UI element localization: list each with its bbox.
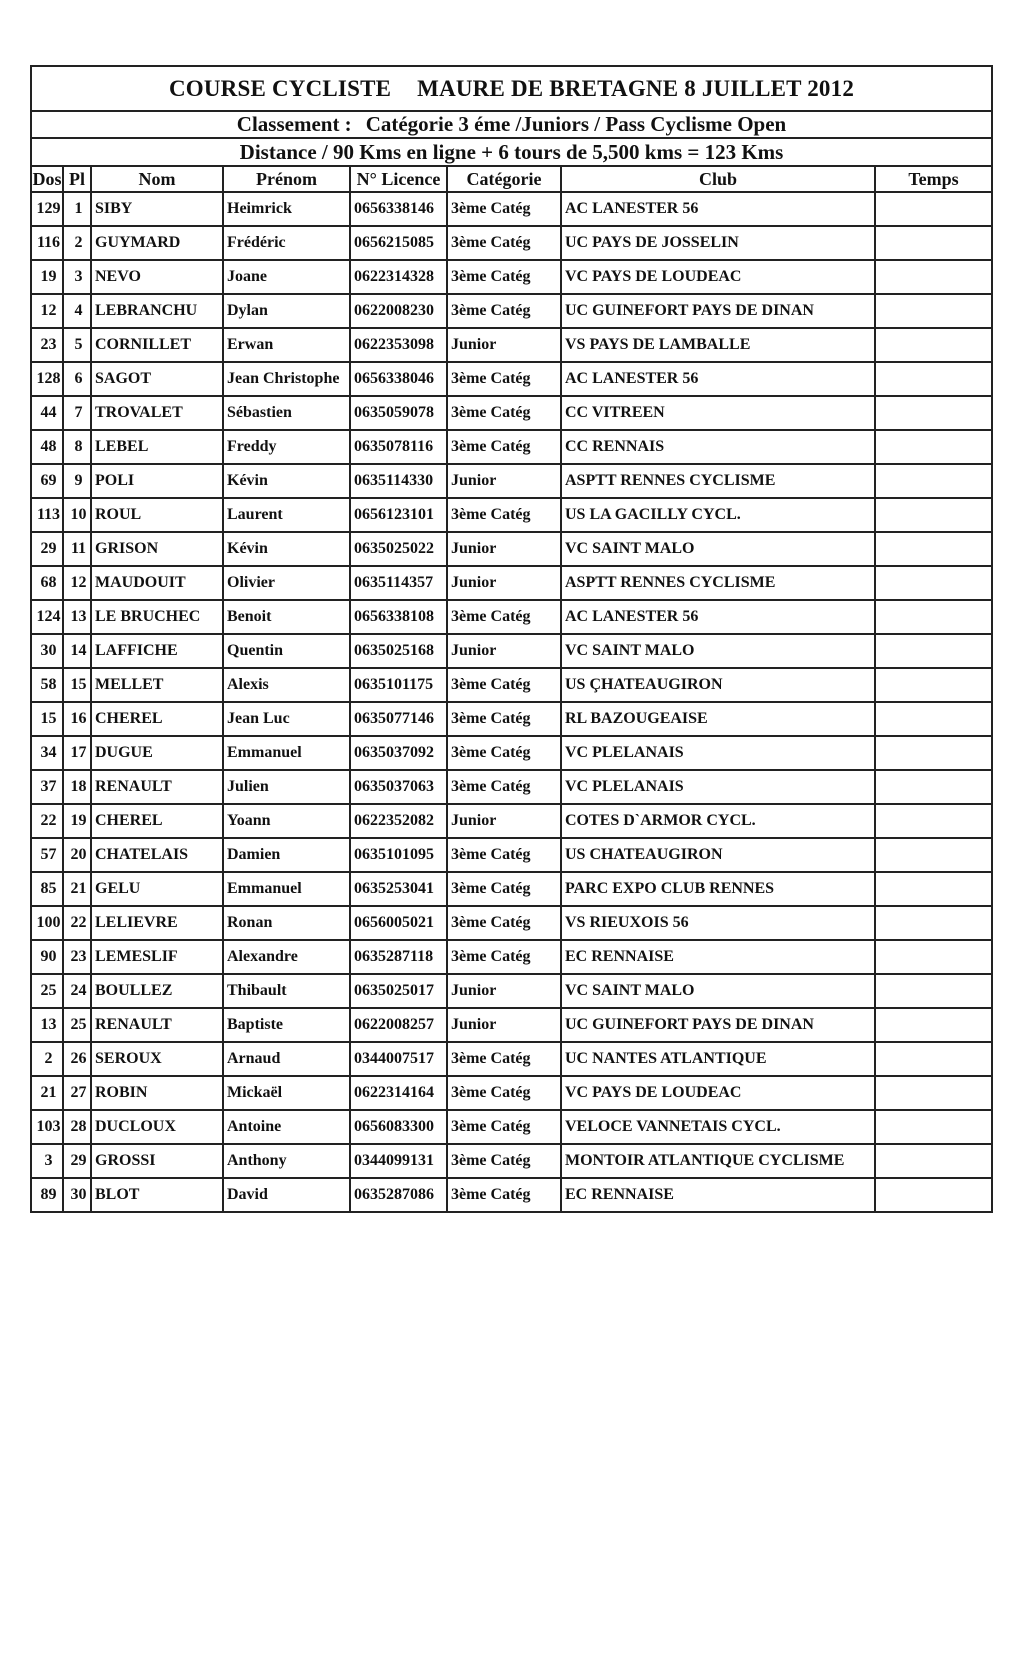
results-sheet [30,65,993,1213]
cell-club: VC PLELANAIS [561,770,875,804]
cell-nom: SAGOT [91,362,223,396]
classement-label: Classement : [236,112,352,136]
cell-temps [875,1178,991,1211]
cell-categorie: 3ème Catég [447,736,561,770]
table-row [32,294,991,328]
cell-prenom: Antoine [223,1110,350,1144]
cell-nom: BOULLEZ [91,974,223,1008]
table-row [32,736,991,770]
classement-line [32,112,991,139]
cell-prenom: Emmanuel [223,736,350,770]
cell-prenom: Kévin [223,532,350,566]
cell-pl: 9 [63,464,91,498]
cell-nom: SIBY [91,192,223,226]
cell-licence: 0344099131 [350,1144,447,1178]
cell-club: US ÇHATEAUGIRON [561,668,875,702]
cell-licence: 0635253041 [350,872,447,906]
document-title [32,67,991,112]
cell-pl: 23 [63,940,91,974]
cell-club: VS RIEUXOIS 56 [561,906,875,940]
cell-prenom: Ronan [223,906,350,940]
cell-pl: 12 [63,566,91,600]
cell-prenom: Frédéric [223,226,350,260]
cell-pl: 26 [63,1042,91,1076]
cell-prenom: Heimrick [223,192,350,226]
cell-pl: 20 [63,838,91,872]
cell-nom: MAUDOUIT [91,566,223,600]
cell-nom: LELIEVRE [91,906,223,940]
cell-prenom: Arnaud [223,1042,350,1076]
cell-categorie: Junior [447,974,561,1008]
cell-categorie: 3ème Catég [447,872,561,906]
cell-licence: 0656338108 [350,600,447,634]
table-row [32,974,991,1008]
cell-club: CC RENNAIS [561,430,875,464]
cell-dos: 3 [32,1144,63,1178]
cell-pl: 22 [63,906,91,940]
cell-licence: 0635287118 [350,940,447,974]
cell-categorie: 3ème Catég [447,838,561,872]
cell-categorie: 3ème Catég [447,770,561,804]
results-body [32,192,991,1211]
table-row [32,464,991,498]
cell-dos: 124 [32,600,63,634]
cell-prenom: Kévin [223,464,350,498]
cell-prenom: Alexandre [223,940,350,974]
cell-licence: 0622352082 [350,804,447,838]
cell-dos: 103 [32,1110,63,1144]
cell-dos: 19 [32,260,63,294]
results-table [32,167,991,1211]
table-row [32,1076,991,1110]
cell-dos: 100 [32,906,63,940]
cell-pl: 25 [63,1008,91,1042]
cell-dos: 34 [32,736,63,770]
cell-prenom: Thibault [223,974,350,1008]
cell-temps [875,1076,991,1110]
cell-pl: 30 [63,1178,91,1211]
table-row [32,226,991,260]
col-header-temps: Temps [875,167,991,192]
cell-licence: 0635025017 [350,974,447,1008]
table-row [32,328,991,362]
cell-prenom: Benoit [223,600,350,634]
cell-categorie: 3ème Catég [447,396,561,430]
cell-licence: 0635114357 [350,566,447,600]
cell-temps [875,906,991,940]
cell-club: VC SAINT MALO [561,634,875,668]
cell-club: VC PAYS DE LOUDEAC [561,260,875,294]
cell-temps [875,634,991,668]
table-row [32,906,991,940]
cell-temps [875,396,991,430]
cell-licence: 0635101095 [350,838,447,872]
cell-temps [875,736,991,770]
cell-categorie: 3ème Catég [447,600,561,634]
cell-nom: RENAULT [91,1008,223,1042]
cell-dos: 13 [32,1008,63,1042]
table-row [32,192,991,226]
cell-prenom: Alexis [223,668,350,702]
cell-club: ASPTT RENNES CYCLISME [561,464,875,498]
cell-prenom: Yoann [223,804,350,838]
cell-prenom: Dylan [223,294,350,328]
cell-temps [875,1042,991,1076]
cell-licence: 0635114330 [350,464,447,498]
cell-pl: 28 [63,1110,91,1144]
cell-temps [875,838,991,872]
cell-licence: 0635025022 [350,532,447,566]
cell-temps [875,804,991,838]
cell-pl: 29 [63,1144,91,1178]
cell-nom: TROVALET [91,396,223,430]
cell-categorie: 3ème Catég [447,498,561,532]
cell-categorie: 3ème Catég [447,192,561,226]
table-row [32,668,991,702]
cell-temps [875,974,991,1008]
cell-temps [875,498,991,532]
cell-dos: 128 [32,362,63,396]
table-row [32,1144,991,1178]
table-row [32,1008,991,1042]
cell-pl: 8 [63,430,91,464]
table-row [32,600,991,634]
table-row [32,702,991,736]
cell-nom: POLI [91,464,223,498]
cell-dos: 15 [32,702,63,736]
cell-categorie: 3ème Catég [447,226,561,260]
cell-club: US LA GACILLY CYCL. [561,498,875,532]
col-header-prenom: Prénom [223,167,350,192]
cell-categorie: 3ème Catég [447,260,561,294]
cell-categorie: Junior [447,464,561,498]
cell-dos: 68 [32,566,63,600]
cell-prenom: Jean Christophe [223,362,350,396]
cell-categorie: Junior [447,804,561,838]
cell-licence: 0635025168 [350,634,447,668]
cell-dos: 29 [32,532,63,566]
cell-club: VC PAYS DE LOUDEAC [561,1076,875,1110]
cell-pl: 19 [63,804,91,838]
cell-club: AC LANESTER 56 [561,600,875,634]
cell-pl: 24 [63,974,91,1008]
cell-temps [875,532,991,566]
cell-club: AC LANESTER 56 [561,192,875,226]
cell-categorie: 3ème Catég [447,1178,561,1211]
cell-club: EC RENNAISE [561,1178,875,1211]
cell-categorie: Junior [447,566,561,600]
cell-categorie: 3ème Catég [447,362,561,396]
cell-dos: 57 [32,838,63,872]
cell-licence: 0656215085 [350,226,447,260]
table-row [32,872,991,906]
cell-dos: 90 [32,940,63,974]
table-row [32,566,991,600]
cell-club: AC LANESTER 56 [561,362,875,396]
table-row [32,260,991,294]
cell-temps [875,1110,991,1144]
cell-licence: 0656338146 [350,192,447,226]
cell-prenom: Damien [223,838,350,872]
cell-club: VELOCE VANNETAIS CYCL. [561,1110,875,1144]
distance-text: Distance / 90 Kms en ligne + 6 tours de 5,500 kms = 123 Kms [239,139,784,164]
cell-dos: 85 [32,872,63,906]
cell-temps [875,192,991,226]
cell-prenom: Freddy [223,430,350,464]
cell-dos: 12 [32,294,63,328]
cell-club: UC GUINEFORT PAYS DE DINAN [561,1008,875,1042]
cell-pl: 11 [63,532,91,566]
cell-categorie: 3ème Catég [447,906,561,940]
cell-temps [875,566,991,600]
cell-categorie: 3ème Catég [447,430,561,464]
cell-nom: LEMESLIF [91,940,223,974]
cell-licence: 0622008230 [350,294,447,328]
classement-value: Catégorie 3 éme /Juniors / Pass Cyclisme Open [365,112,787,136]
cell-dos: 69 [32,464,63,498]
title-left: COURSE CYCLISTE [168,75,392,101]
cell-temps [875,226,991,260]
cell-temps [875,702,991,736]
cell-temps [875,770,991,804]
cell-dos: 48 [32,430,63,464]
cell-dos: 22 [32,804,63,838]
cell-club: PARC EXPO CLUB RENNES [561,872,875,906]
col-header-club: Club [561,167,875,192]
cell-nom: ROUL [91,498,223,532]
cell-prenom: Baptiste [223,1008,350,1042]
cell-categorie: Junior [447,634,561,668]
table-row [32,498,991,532]
cell-club: VS PAYS DE LAMBALLE [561,328,875,362]
cell-dos: 21 [32,1076,63,1110]
col-header-dos: Dos [32,167,63,192]
table-row [32,940,991,974]
cell-temps [875,872,991,906]
table-header-row [32,167,991,192]
col-header-nom: Nom [91,167,223,192]
cell-dos: 25 [32,974,63,1008]
col-header-licence: N° Licence [350,167,447,192]
cell-club: US CHATEAUGIRON [561,838,875,872]
cell-dos: 129 [32,192,63,226]
cell-licence: 0622314164 [350,1076,447,1110]
cell-prenom: Mickaël [223,1076,350,1110]
cell-pl: 17 [63,736,91,770]
table-row [32,430,991,464]
cell-licence: 0344007517 [350,1042,447,1076]
title-right: MAURE DE BRETAGNE 8 JUILLET 2012 [417,75,855,101]
cell-temps [875,940,991,974]
cell-licence: 0635287086 [350,1178,447,1211]
cell-nom: LEBEL [91,430,223,464]
cell-temps [875,1144,991,1178]
cell-club: UC NANTES ATLANTIQUE [561,1042,875,1076]
distance-line [32,139,991,167]
cell-pl: 15 [63,668,91,702]
cell-categorie: Junior [447,1008,561,1042]
cell-nom: LAFFICHE [91,634,223,668]
cell-licence: 0656005021 [350,906,447,940]
cell-nom: DUCLOUX [91,1110,223,1144]
cell-pl: 1 [63,192,91,226]
cell-dos: 44 [32,396,63,430]
cell-licence: 0635078116 [350,430,447,464]
cell-nom: MELLET [91,668,223,702]
cell-club: ASPTT RENNES CYCLISME [561,566,875,600]
cell-nom: GROSSI [91,1144,223,1178]
cell-pl: 10 [63,498,91,532]
cell-prenom: Anthony [223,1144,350,1178]
cell-club: CC VITREEN [561,396,875,430]
cell-nom: GRISON [91,532,223,566]
cell-categorie: 3ème Catég [447,940,561,974]
cell-prenom: Quentin [223,634,350,668]
cell-pl: 13 [63,600,91,634]
cell-categorie: 3ème Catég [447,1110,561,1144]
cell-prenom: Sébastien [223,396,350,430]
cell-categorie: Junior [447,532,561,566]
cell-categorie: Junior [447,328,561,362]
cell-nom: BLOT [91,1178,223,1211]
cell-dos: 30 [32,634,63,668]
cell-pl: 5 [63,328,91,362]
cell-pl: 2 [63,226,91,260]
cell-dos: 23 [32,328,63,362]
cell-club: RL BAZOUGEAISE [561,702,875,736]
table-row [32,838,991,872]
table-row [32,1110,991,1144]
cell-dos: 2 [32,1042,63,1076]
cell-club: COTES D`ARMOR CYCL. [561,804,875,838]
cell-pl: 16 [63,702,91,736]
cell-licence: 0635059078 [350,396,447,430]
cell-categorie: 3ème Catég [447,1042,561,1076]
cell-licence: 0635101175 [350,668,447,702]
cell-dos: 58 [32,668,63,702]
cell-prenom: Erwan [223,328,350,362]
cell-nom: CHEREL [91,702,223,736]
cell-temps [875,294,991,328]
cell-licence: 0656123101 [350,498,447,532]
cell-prenom: Olivier [223,566,350,600]
cell-prenom: Emmanuel [223,872,350,906]
table-row [32,804,991,838]
cell-licence: 0622008257 [350,1008,447,1042]
cell-categorie: 3ème Catég [447,1144,561,1178]
cell-pl: 14 [63,634,91,668]
cell-temps [875,600,991,634]
table-row [32,1178,991,1211]
cell-pl: 3 [63,260,91,294]
cell-temps [875,362,991,396]
cell-pl: 21 [63,872,91,906]
cell-licence: 0622353098 [350,328,447,362]
cell-nom: SEROUX [91,1042,223,1076]
cell-club: UC PAYS DE JOSSELIN [561,226,875,260]
cell-pl: 4 [63,294,91,328]
cell-nom: NEVO [91,260,223,294]
cell-temps [875,1008,991,1042]
cell-prenom: Julien [223,770,350,804]
cell-nom: GUYMARD [91,226,223,260]
cell-nom: CORNILLET [91,328,223,362]
cell-categorie: 3ème Catég [447,668,561,702]
cell-prenom: David [223,1178,350,1211]
cell-temps [875,668,991,702]
cell-licence: 0635077146 [350,702,447,736]
cell-dos: 113 [32,498,63,532]
cell-temps [875,464,991,498]
cell-pl: 6 [63,362,91,396]
table-row [32,1042,991,1076]
cell-nom: ROBIN [91,1076,223,1110]
cell-pl: 7 [63,396,91,430]
cell-nom: CHATELAIS [91,838,223,872]
cell-club: MONTOIR ATLANTIQUE CYCLISME [561,1144,875,1178]
cell-categorie: 3ème Catég [447,294,561,328]
table-row [32,362,991,396]
cell-prenom: Joane [223,260,350,294]
cell-temps [875,260,991,294]
cell-prenom: Laurent [223,498,350,532]
cell-pl: 18 [63,770,91,804]
cell-temps [875,328,991,362]
table-row [32,634,991,668]
cell-nom: LE BRUCHEC [91,600,223,634]
table-row [32,532,991,566]
cell-nom: RENAULT [91,770,223,804]
cell-club: VC SAINT MALO [561,532,875,566]
col-header-categorie: Catégorie [447,167,561,192]
col-header-pl: Pl [63,167,91,192]
cell-licence: 0622314328 [350,260,447,294]
cell-licence: 0635037063 [350,770,447,804]
cell-categorie: 3ème Catég [447,702,561,736]
table-row [32,396,991,430]
cell-nom: GELU [91,872,223,906]
cell-club: VC SAINT MALO [561,974,875,1008]
cell-dos: 89 [32,1178,63,1211]
cell-licence: 0656338046 [350,362,447,396]
cell-club: VC PLELANAIS [561,736,875,770]
cell-licence: 0656083300 [350,1110,447,1144]
cell-prenom: Jean Luc [223,702,350,736]
cell-temps [875,430,991,464]
cell-club: EC RENNAISE [561,940,875,974]
cell-dos: 37 [32,770,63,804]
cell-club: UC GUINEFORT PAYS DE DINAN [561,294,875,328]
cell-nom: CHEREL [91,804,223,838]
cell-nom: DUGUE [91,736,223,770]
cell-categorie: 3ème Catég [447,1076,561,1110]
cell-nom: LEBRANCHU [91,294,223,328]
cell-licence: 0635037092 [350,736,447,770]
cell-dos: 116 [32,226,63,260]
cell-pl: 27 [63,1076,91,1110]
table-row [32,770,991,804]
